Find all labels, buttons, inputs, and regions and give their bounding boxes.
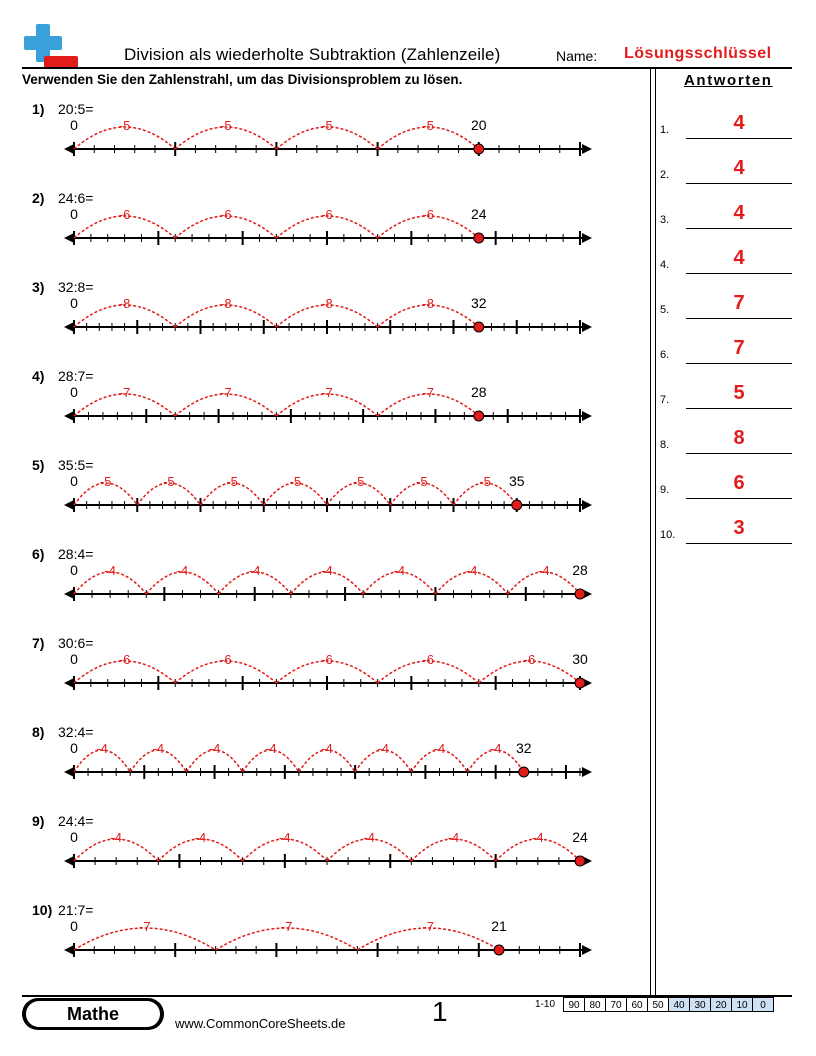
answer-value[interactable]: 4 xyxy=(733,202,745,224)
worksheet-title: Division als wiederholte Subtraktion (Zahlenzeile) xyxy=(124,45,501,64)
dividend-dot xyxy=(575,856,585,866)
start-label: 0 xyxy=(70,651,78,667)
start-label: 0 xyxy=(70,295,78,311)
page-number: 1 xyxy=(432,996,448,1027)
dividend-dot xyxy=(575,589,585,599)
jump-label: -4 xyxy=(538,563,550,578)
jump-label: -4 xyxy=(321,563,333,578)
number-line xyxy=(22,101,602,181)
problem xyxy=(22,546,602,626)
jump-label: -4 xyxy=(104,563,116,578)
problem xyxy=(22,902,602,982)
jump-label: -4 xyxy=(96,741,108,756)
answer-value[interactable]: 5 xyxy=(733,382,745,404)
score-cell: 40 xyxy=(668,997,690,1012)
number-line xyxy=(22,813,602,893)
jump-label: -6 xyxy=(118,652,131,667)
right-arrow-icon xyxy=(582,945,592,955)
jump-label: -5 xyxy=(226,474,238,489)
jump-label: -5 xyxy=(220,118,232,133)
dividend-dot xyxy=(474,144,484,154)
dividend-dot xyxy=(575,678,585,688)
jump-label: -4 xyxy=(532,830,544,845)
dividend-dot xyxy=(494,945,504,955)
right-arrow-icon xyxy=(582,144,592,154)
number-line xyxy=(22,190,602,270)
problem-number: 3) xyxy=(32,279,45,295)
answer-row xyxy=(660,154,792,184)
jump-label: -4 xyxy=(248,563,261,578)
problem-expression: 21:7= xyxy=(58,902,94,918)
problem-number: 7) xyxy=(32,635,45,651)
jump-label: -4 xyxy=(393,563,406,578)
name-label: Name: xyxy=(556,48,598,64)
end-label: 28 xyxy=(572,562,588,578)
problem-expression: 28:4= xyxy=(58,546,94,562)
jump-label: -8 xyxy=(118,296,131,311)
answer-number: 7. xyxy=(660,394,670,406)
problem xyxy=(22,190,602,270)
jump-label: -4 xyxy=(433,741,446,756)
problem-number: 8) xyxy=(32,724,45,740)
answer-number: 1. xyxy=(660,124,670,136)
answer-row xyxy=(660,109,792,139)
jump-label: -5 xyxy=(163,474,175,489)
answer-line xyxy=(686,498,792,500)
jump-label: -5 xyxy=(321,118,333,133)
answer-line xyxy=(686,318,792,320)
dividend-dot xyxy=(474,233,484,243)
answer-number: 3. xyxy=(660,214,670,226)
answer-value[interactable]: 7 xyxy=(733,337,745,359)
start-label: 0 xyxy=(70,473,78,489)
answer-number: 8. xyxy=(660,439,670,451)
problem xyxy=(22,101,602,181)
end-label: 32 xyxy=(515,740,532,756)
answer-row xyxy=(660,379,792,409)
end-label: 24 xyxy=(572,829,588,845)
problem-number: 2) xyxy=(32,190,45,206)
left-arrow-icon xyxy=(64,678,74,688)
answer-row xyxy=(660,469,792,499)
answer-row xyxy=(660,424,792,454)
answer-value[interactable]: 3 xyxy=(733,517,745,539)
problem-number: 4) xyxy=(32,368,45,384)
jump-label: -4 xyxy=(279,830,291,845)
left-arrow-icon xyxy=(64,767,74,777)
problem-number: 1) xyxy=(32,101,45,117)
header-rule xyxy=(22,67,792,69)
jump-label: -4 xyxy=(152,741,165,756)
answer-value[interactable]: 4 xyxy=(733,247,745,269)
jump-label: -4 xyxy=(447,830,460,845)
end-label: 20 xyxy=(471,117,487,133)
problem xyxy=(22,813,602,893)
problem xyxy=(22,635,602,715)
start-label: 0 xyxy=(70,829,78,845)
jump-label: -5 xyxy=(416,474,428,489)
start-label: 0 xyxy=(70,117,78,133)
answer-number: 5. xyxy=(660,304,670,316)
score-cell: 10 xyxy=(731,997,753,1012)
jump-label: -5 xyxy=(352,474,365,489)
jump-label: -4 xyxy=(321,741,333,756)
end-label: 30 xyxy=(572,651,588,667)
answer-number: 10. xyxy=(660,529,676,541)
problem-expression: 24:4= xyxy=(58,813,94,829)
left-arrow-icon xyxy=(64,589,74,599)
answer-line xyxy=(686,138,792,140)
jump-label: -7 xyxy=(422,385,434,400)
jump-label: -5 xyxy=(289,474,302,489)
number-line xyxy=(22,368,602,448)
jump-label: -5 xyxy=(479,474,491,489)
name-value: Lösungsschlüssel xyxy=(624,45,772,62)
left-arrow-icon xyxy=(64,144,74,154)
end-label: 32 xyxy=(471,295,487,311)
subject-badge-label: Mathe xyxy=(26,1001,160,1027)
score-cell: 80 xyxy=(584,997,606,1012)
end-label: 35 xyxy=(508,473,525,489)
number-line xyxy=(22,724,602,804)
answer-row xyxy=(660,199,792,229)
jump-label: -5 xyxy=(422,118,434,133)
left-arrow-icon xyxy=(64,411,74,421)
score-cell: 0 xyxy=(752,997,774,1012)
dividend-dot xyxy=(474,411,484,421)
answer-line xyxy=(686,273,792,275)
answer-value[interactable]: 4 xyxy=(733,112,745,134)
number-line xyxy=(22,902,602,982)
left-arrow-icon xyxy=(64,233,74,243)
answer-line xyxy=(686,408,792,410)
problem-expression: 30:6= xyxy=(58,635,94,651)
answers-title: Antworten xyxy=(684,72,773,89)
footer-url: www.CommonCoreSheets.de xyxy=(175,1016,346,1031)
jump-label: -6 xyxy=(422,207,434,222)
jump-label: -7 xyxy=(220,385,232,400)
instruction-text: Verwenden Sie den Zahlenstrahl, um das Divisionsproblem zu lösen. xyxy=(22,72,463,87)
dividend-dot xyxy=(519,767,529,777)
plus-minus-logo-icon xyxy=(22,22,80,72)
number-line xyxy=(22,635,602,715)
answer-value[interactable]: 4 xyxy=(733,157,745,179)
jump-label: -7 xyxy=(422,919,434,934)
dividend-dot xyxy=(474,322,484,332)
answer-number: 6. xyxy=(660,349,670,361)
jump-label: -4 xyxy=(264,741,277,756)
jump-label: -4 xyxy=(194,830,207,845)
answer-number: 9. xyxy=(660,484,670,496)
jump-label: -6 xyxy=(118,207,131,222)
jump-label: -4 xyxy=(176,563,189,578)
problem-number: 9) xyxy=(32,813,45,829)
jump-label: -4 xyxy=(208,741,221,756)
score-cell: 60 xyxy=(626,997,648,1012)
score-cell: 70 xyxy=(605,997,627,1012)
jump-label: -6 xyxy=(220,207,232,222)
column-divider xyxy=(650,67,656,995)
answer-line xyxy=(686,183,792,185)
problem xyxy=(22,279,602,359)
end-label: 21 xyxy=(491,918,507,934)
jump-label: -6 xyxy=(523,652,536,667)
jump-label: -8 xyxy=(321,296,333,311)
jump-label: -7 xyxy=(118,385,131,400)
answer-line xyxy=(686,543,792,545)
score-cell: 90 xyxy=(563,997,585,1012)
jump-label: -8 xyxy=(220,296,232,311)
answer-line xyxy=(686,228,792,230)
problem xyxy=(22,368,602,448)
subject-badge xyxy=(22,998,164,1030)
problem-expression: 28:7= xyxy=(58,368,94,384)
answer-number: 2. xyxy=(660,169,670,181)
end-label: 28 xyxy=(471,384,487,400)
problem-expression: 35:5= xyxy=(58,457,94,473)
jump-label: -4 xyxy=(363,830,375,845)
answer-row xyxy=(660,244,792,274)
jump-label: -7 xyxy=(280,919,293,934)
jump-label: -4 xyxy=(465,563,478,578)
jump-label: -7 xyxy=(139,919,151,934)
answer-row xyxy=(660,514,792,544)
jump-label: -8 xyxy=(422,296,434,311)
jump-label: -7 xyxy=(321,385,333,400)
right-arrow-icon xyxy=(582,500,592,510)
number-line xyxy=(22,457,602,537)
left-arrow-icon xyxy=(64,322,74,332)
end-label: 24 xyxy=(471,206,487,222)
left-arrow-icon xyxy=(64,856,74,866)
answer-line xyxy=(686,453,792,455)
score-table xyxy=(564,997,774,1012)
jump-label: -6 xyxy=(321,652,333,667)
answer-value[interactable]: 6 xyxy=(733,472,745,494)
answer-row xyxy=(660,334,792,364)
problem-expression: 24:6= xyxy=(58,190,94,206)
dividend-dot xyxy=(512,500,522,510)
answer-line xyxy=(686,363,792,365)
problem-number: 5) xyxy=(32,457,45,473)
problem-expression: 20:5= xyxy=(58,101,94,117)
right-arrow-icon xyxy=(582,322,592,332)
number-line xyxy=(22,279,602,359)
problem-expression: 32:8= xyxy=(58,279,94,295)
jump-label: -6 xyxy=(321,207,333,222)
jump-label: -5 xyxy=(99,474,112,489)
right-arrow-icon xyxy=(582,233,592,243)
left-arrow-icon xyxy=(64,500,74,510)
jump-label: -4 xyxy=(110,830,122,845)
score-cell: 50 xyxy=(647,997,669,1012)
start-label: 0 xyxy=(70,740,78,756)
right-arrow-icon xyxy=(582,767,592,777)
start-label: 0 xyxy=(70,562,78,578)
problem-number: 6) xyxy=(32,546,45,562)
start-label: 0 xyxy=(70,206,78,222)
score-cell: 20 xyxy=(710,997,732,1012)
problem-expression: 32:4= xyxy=(58,724,94,740)
number-line xyxy=(22,546,602,626)
start-label: 0 xyxy=(70,384,78,400)
problem xyxy=(22,724,602,804)
problem-number: 10) xyxy=(32,902,53,918)
left-arrow-icon xyxy=(64,945,74,955)
jump-label: -5 xyxy=(118,118,131,133)
answer-value[interactable]: 7 xyxy=(733,292,745,314)
score-cell: 30 xyxy=(689,997,711,1012)
jump-label: -4 xyxy=(377,741,390,756)
start-label: 0 xyxy=(70,918,78,934)
answer-value[interactable]: 8 xyxy=(733,427,745,449)
right-arrow-icon xyxy=(582,411,592,421)
answer-number: 4. xyxy=(660,259,670,271)
jump-label: -4 xyxy=(489,741,502,756)
score-range-label: 1-10 xyxy=(535,999,556,1010)
problem xyxy=(22,457,602,537)
jump-label: -6 xyxy=(422,652,434,667)
answer-row xyxy=(660,289,792,319)
jump-label: -6 xyxy=(220,652,232,667)
